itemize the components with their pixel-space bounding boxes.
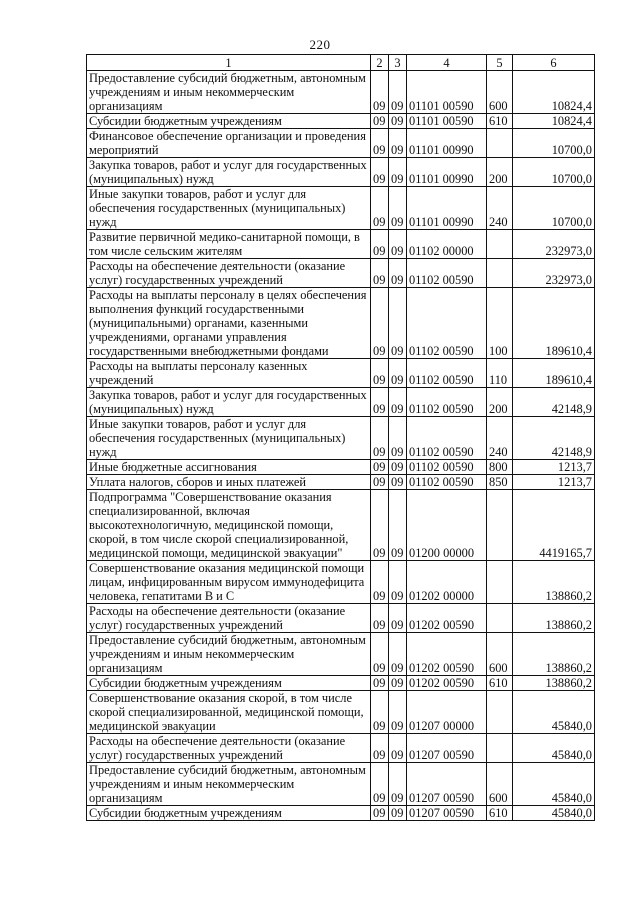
row-target-article-cell: 01102 00000 (407, 230, 487, 259)
row-amount-cell: 45840,0 (513, 691, 595, 734)
row-subsection-cell: 09 (389, 417, 407, 460)
table-row (87, 288, 595, 359)
row-section-cell: 09 (371, 763, 389, 806)
row-amount-cell: 10700,0 (513, 158, 595, 187)
column-header: 1 (87, 55, 371, 71)
row-expense-type-cell: 610 (487, 806, 513, 821)
table-row (87, 71, 595, 114)
row-amount-cell: 189610,4 (513, 288, 595, 359)
table-row (87, 604, 595, 633)
row-target-article-cell: 01101 00990 (407, 129, 487, 158)
row-name-cell: Подпрограмма "Совершенствование оказания специализированной, включая высокотехнологичную, медицинской помощи, скорой, в том числе скорой специализированной, медицинской помощи, медицинской эвакуации" (87, 490, 371, 561)
row-expense-type-cell (487, 490, 513, 561)
row-name-cell: Предоставление субсидий бюджетным, автономным учреждениям и иным некоммерческим организациям (87, 763, 371, 806)
row-subsection-cell: 09 (389, 187, 407, 230)
row-amount-cell: 45840,0 (513, 734, 595, 763)
row-name-cell: Расходы на выплаты персоналу казенных учреждений (87, 359, 371, 388)
row-expense-type-cell: 200 (487, 158, 513, 187)
row-expense-type-cell: 100 (487, 288, 513, 359)
row-amount-cell: 45840,0 (513, 763, 595, 806)
row-target-article-cell: 01202 00590 (407, 604, 487, 633)
row-expense-type-cell (487, 734, 513, 763)
row-subsection-cell: 09 (389, 676, 407, 691)
row-target-article-cell: 01207 00000 (407, 691, 487, 734)
table-row (87, 259, 595, 288)
row-name-cell: Совершенствование оказания медицинской помощи лицам, инфицированным вирусом иммунодефицита человека, гепатитами В и С (87, 561, 371, 604)
row-amount-cell: 232973,0 (513, 259, 595, 288)
column-header: 2 (371, 55, 389, 71)
row-target-article-cell: 01202 00590 (407, 633, 487, 676)
row-name-cell: Субсидии бюджетным учреждениям (87, 676, 371, 691)
row-amount-cell: 42148,9 (513, 388, 595, 417)
row-name-cell: Совершенствование оказания скорой, в том числе скорой специализированной, медицинской помощи, медицинской эвакуации (87, 691, 371, 734)
row-target-article-cell: 01207 00590 (407, 763, 487, 806)
row-target-article-cell: 01102 00590 (407, 475, 487, 490)
row-subsection-cell: 09 (389, 158, 407, 187)
row-subsection-cell: 09 (389, 71, 407, 114)
row-target-article-cell: 01102 00590 (407, 288, 487, 359)
row-subsection-cell: 09 (389, 388, 407, 417)
row-name-cell: Развитие первичной медико-санитарной помощи, в том числе сельским жителям (87, 230, 371, 259)
budget-table (86, 54, 595, 821)
table-row (87, 561, 595, 604)
table-row (87, 490, 595, 561)
row-target-article-cell: 01102 00590 (407, 359, 487, 388)
row-expense-type-cell: 240 (487, 417, 513, 460)
row-subsection-cell: 09 (389, 460, 407, 475)
row-subsection-cell: 09 (389, 114, 407, 129)
row-section-cell: 09 (371, 691, 389, 734)
table-row (87, 388, 595, 417)
row-section-cell: 09 (371, 460, 389, 475)
row-section-cell: 09 (371, 561, 389, 604)
row-target-article-cell: 01202 00590 (407, 676, 487, 691)
row-amount-cell: 1213,7 (513, 475, 595, 490)
row-subsection-cell: 09 (389, 633, 407, 676)
row-name-cell: Субсидии бюджетным учреждениям (87, 114, 371, 129)
row-target-article-cell: 01207 00590 (407, 734, 487, 763)
row-subsection-cell: 09 (389, 490, 407, 561)
row-name-cell: Расходы на обеспечение деятельности (оказание услуг) государственных учреждений (87, 734, 371, 763)
row-target-article-cell: 01102 00590 (407, 388, 487, 417)
row-subsection-cell: 09 (389, 359, 407, 388)
row-expense-type-cell (487, 691, 513, 734)
table-row (87, 633, 595, 676)
row-amount-cell: 138860,2 (513, 604, 595, 633)
column-header: 6 (513, 55, 595, 71)
row-name-cell: Субсидии бюджетным учреждениям (87, 806, 371, 821)
row-target-article-cell: 01102 00590 (407, 259, 487, 288)
row-target-article-cell: 01101 00590 (407, 114, 487, 129)
row-amount-cell: 1213,7 (513, 460, 595, 475)
row-name-cell: Расходы на выплаты персоналу в целях обеспечения выполнения функций государственными (муниципальными) органами, казенными учреждениями, органами управления государственными внебюджетными фондами (87, 288, 371, 359)
row-target-article-cell: 01200 00000 (407, 490, 487, 561)
row-name-cell: Иные закупки товаров, работ и услуг для обеспечения государственных (муниципальных) нужд (87, 187, 371, 230)
row-amount-cell: 10700,0 (513, 187, 595, 230)
row-section-cell: 09 (371, 71, 389, 114)
row-expense-type-cell (487, 259, 513, 288)
row-subsection-cell: 09 (389, 604, 407, 633)
column-header: 4 (407, 55, 487, 71)
table-row (87, 691, 595, 734)
row-target-article-cell: 01101 00590 (407, 71, 487, 114)
row-amount-cell: 138860,2 (513, 676, 595, 691)
row-name-cell: Закупка товаров, работ и услуг для государственных (муниципальных) нужд (87, 388, 371, 417)
row-target-article-cell: 01207 00590 (407, 806, 487, 821)
row-amount-cell: 42148,9 (513, 417, 595, 460)
row-section-cell: 09 (371, 114, 389, 129)
row-subsection-cell: 09 (389, 288, 407, 359)
row-expense-type-cell (487, 604, 513, 633)
row-amount-cell: 4419165,7 (513, 490, 595, 561)
row-expense-type-cell: 610 (487, 114, 513, 129)
table-row (87, 158, 595, 187)
row-expense-type-cell (487, 129, 513, 158)
row-name-cell: Предоставление субсидий бюджетным, автономным учреждениям и иным некоммерческим организациям (87, 633, 371, 676)
row-amount-cell: 10700,0 (513, 129, 595, 158)
row-amount-cell: 45840,0 (513, 806, 595, 821)
row-name-cell: Финансовое обеспечение организации и проведения мероприятий (87, 129, 371, 158)
row-amount-cell: 138860,2 (513, 633, 595, 676)
row-section-cell: 09 (371, 604, 389, 633)
table-row (87, 114, 595, 129)
table-row (87, 417, 595, 460)
row-section-cell: 09 (371, 230, 389, 259)
row-subsection-cell: 09 (389, 734, 407, 763)
row-name-cell: Иные закупки товаров, работ и услуг для обеспечения государственных (муниципальных) нужд (87, 417, 371, 460)
row-name-cell: Иные бюджетные ассигнования (87, 460, 371, 475)
table-row (87, 806, 595, 821)
table-row (87, 460, 595, 475)
row-section-cell: 09 (371, 734, 389, 763)
table-row (87, 763, 595, 806)
row-expense-type-cell: 610 (487, 676, 513, 691)
row-name-cell: Предоставление субсидий бюджетным, автономным учреждениям и иным некоммерческим организациям (87, 71, 371, 114)
row-section-cell: 09 (371, 129, 389, 158)
row-expense-type-cell (487, 230, 513, 259)
table-row (87, 359, 595, 388)
row-section-cell: 09 (371, 359, 389, 388)
row-amount-cell: 189610,4 (513, 359, 595, 388)
row-subsection-cell: 09 (389, 475, 407, 490)
row-section-cell: 09 (371, 158, 389, 187)
row-subsection-cell: 09 (389, 230, 407, 259)
row-section-cell: 09 (371, 475, 389, 490)
row-section-cell: 09 (371, 259, 389, 288)
row-expense-type-cell: 110 (487, 359, 513, 388)
row-subsection-cell: 09 (389, 763, 407, 806)
row-section-cell: 09 (371, 288, 389, 359)
row-section-cell: 09 (371, 187, 389, 230)
row-name-cell: Расходы на обеспечение деятельности (оказание услуг) государственных учреждений (87, 259, 371, 288)
table-row (87, 187, 595, 230)
row-expense-type-cell: 240 (487, 187, 513, 230)
row-amount-cell: 138860,2 (513, 561, 595, 604)
row-section-cell: 09 (371, 490, 389, 561)
row-section-cell: 09 (371, 388, 389, 417)
page-number: 220 (309, 37, 331, 52)
row-subsection-cell: 09 (389, 806, 407, 821)
row-name-cell: Уплата налогов, сборов и иных платежей (87, 475, 371, 490)
row-expense-type-cell: 600 (487, 633, 513, 676)
row-name-cell: Расходы на обеспечение деятельности (оказание услуг) государственных учреждений (87, 604, 371, 633)
row-amount-cell: 10824,4 (513, 71, 595, 114)
table-header-row (87, 55, 595, 71)
row-target-article-cell: 01102 00590 (407, 417, 487, 460)
row-section-cell: 09 (371, 633, 389, 676)
column-header: 3 (389, 55, 407, 71)
row-target-article-cell: 01101 00990 (407, 158, 487, 187)
row-name-cell: Закупка товаров, работ и услуг для государственных (муниципальных) нужд (87, 158, 371, 187)
row-expense-type-cell: 600 (487, 71, 513, 114)
row-target-article-cell: 01202 00000 (407, 561, 487, 604)
row-expense-type-cell: 200 (487, 388, 513, 417)
row-expense-type-cell: 850 (487, 475, 513, 490)
column-header: 5 (487, 55, 513, 71)
row-expense-type-cell: 800 (487, 460, 513, 475)
row-subsection-cell: 09 (389, 259, 407, 288)
table-row (87, 734, 595, 763)
row-expense-type-cell (487, 561, 513, 604)
row-amount-cell: 10824,4 (513, 114, 595, 129)
table-row (87, 230, 595, 259)
table-row (87, 475, 595, 490)
row-subsection-cell: 09 (389, 129, 407, 158)
row-expense-type-cell: 600 (487, 763, 513, 806)
row-subsection-cell: 09 (389, 691, 407, 734)
row-target-article-cell: 01102 00590 (407, 460, 487, 475)
row-section-cell: 09 (371, 417, 389, 460)
row-subsection-cell: 09 (389, 561, 407, 604)
row-section-cell: 09 (371, 806, 389, 821)
table-row (87, 129, 595, 158)
row-amount-cell: 232973,0 (513, 230, 595, 259)
row-section-cell: 09 (371, 676, 389, 691)
table-row (87, 676, 595, 691)
row-target-article-cell: 01101 00990 (407, 187, 487, 230)
